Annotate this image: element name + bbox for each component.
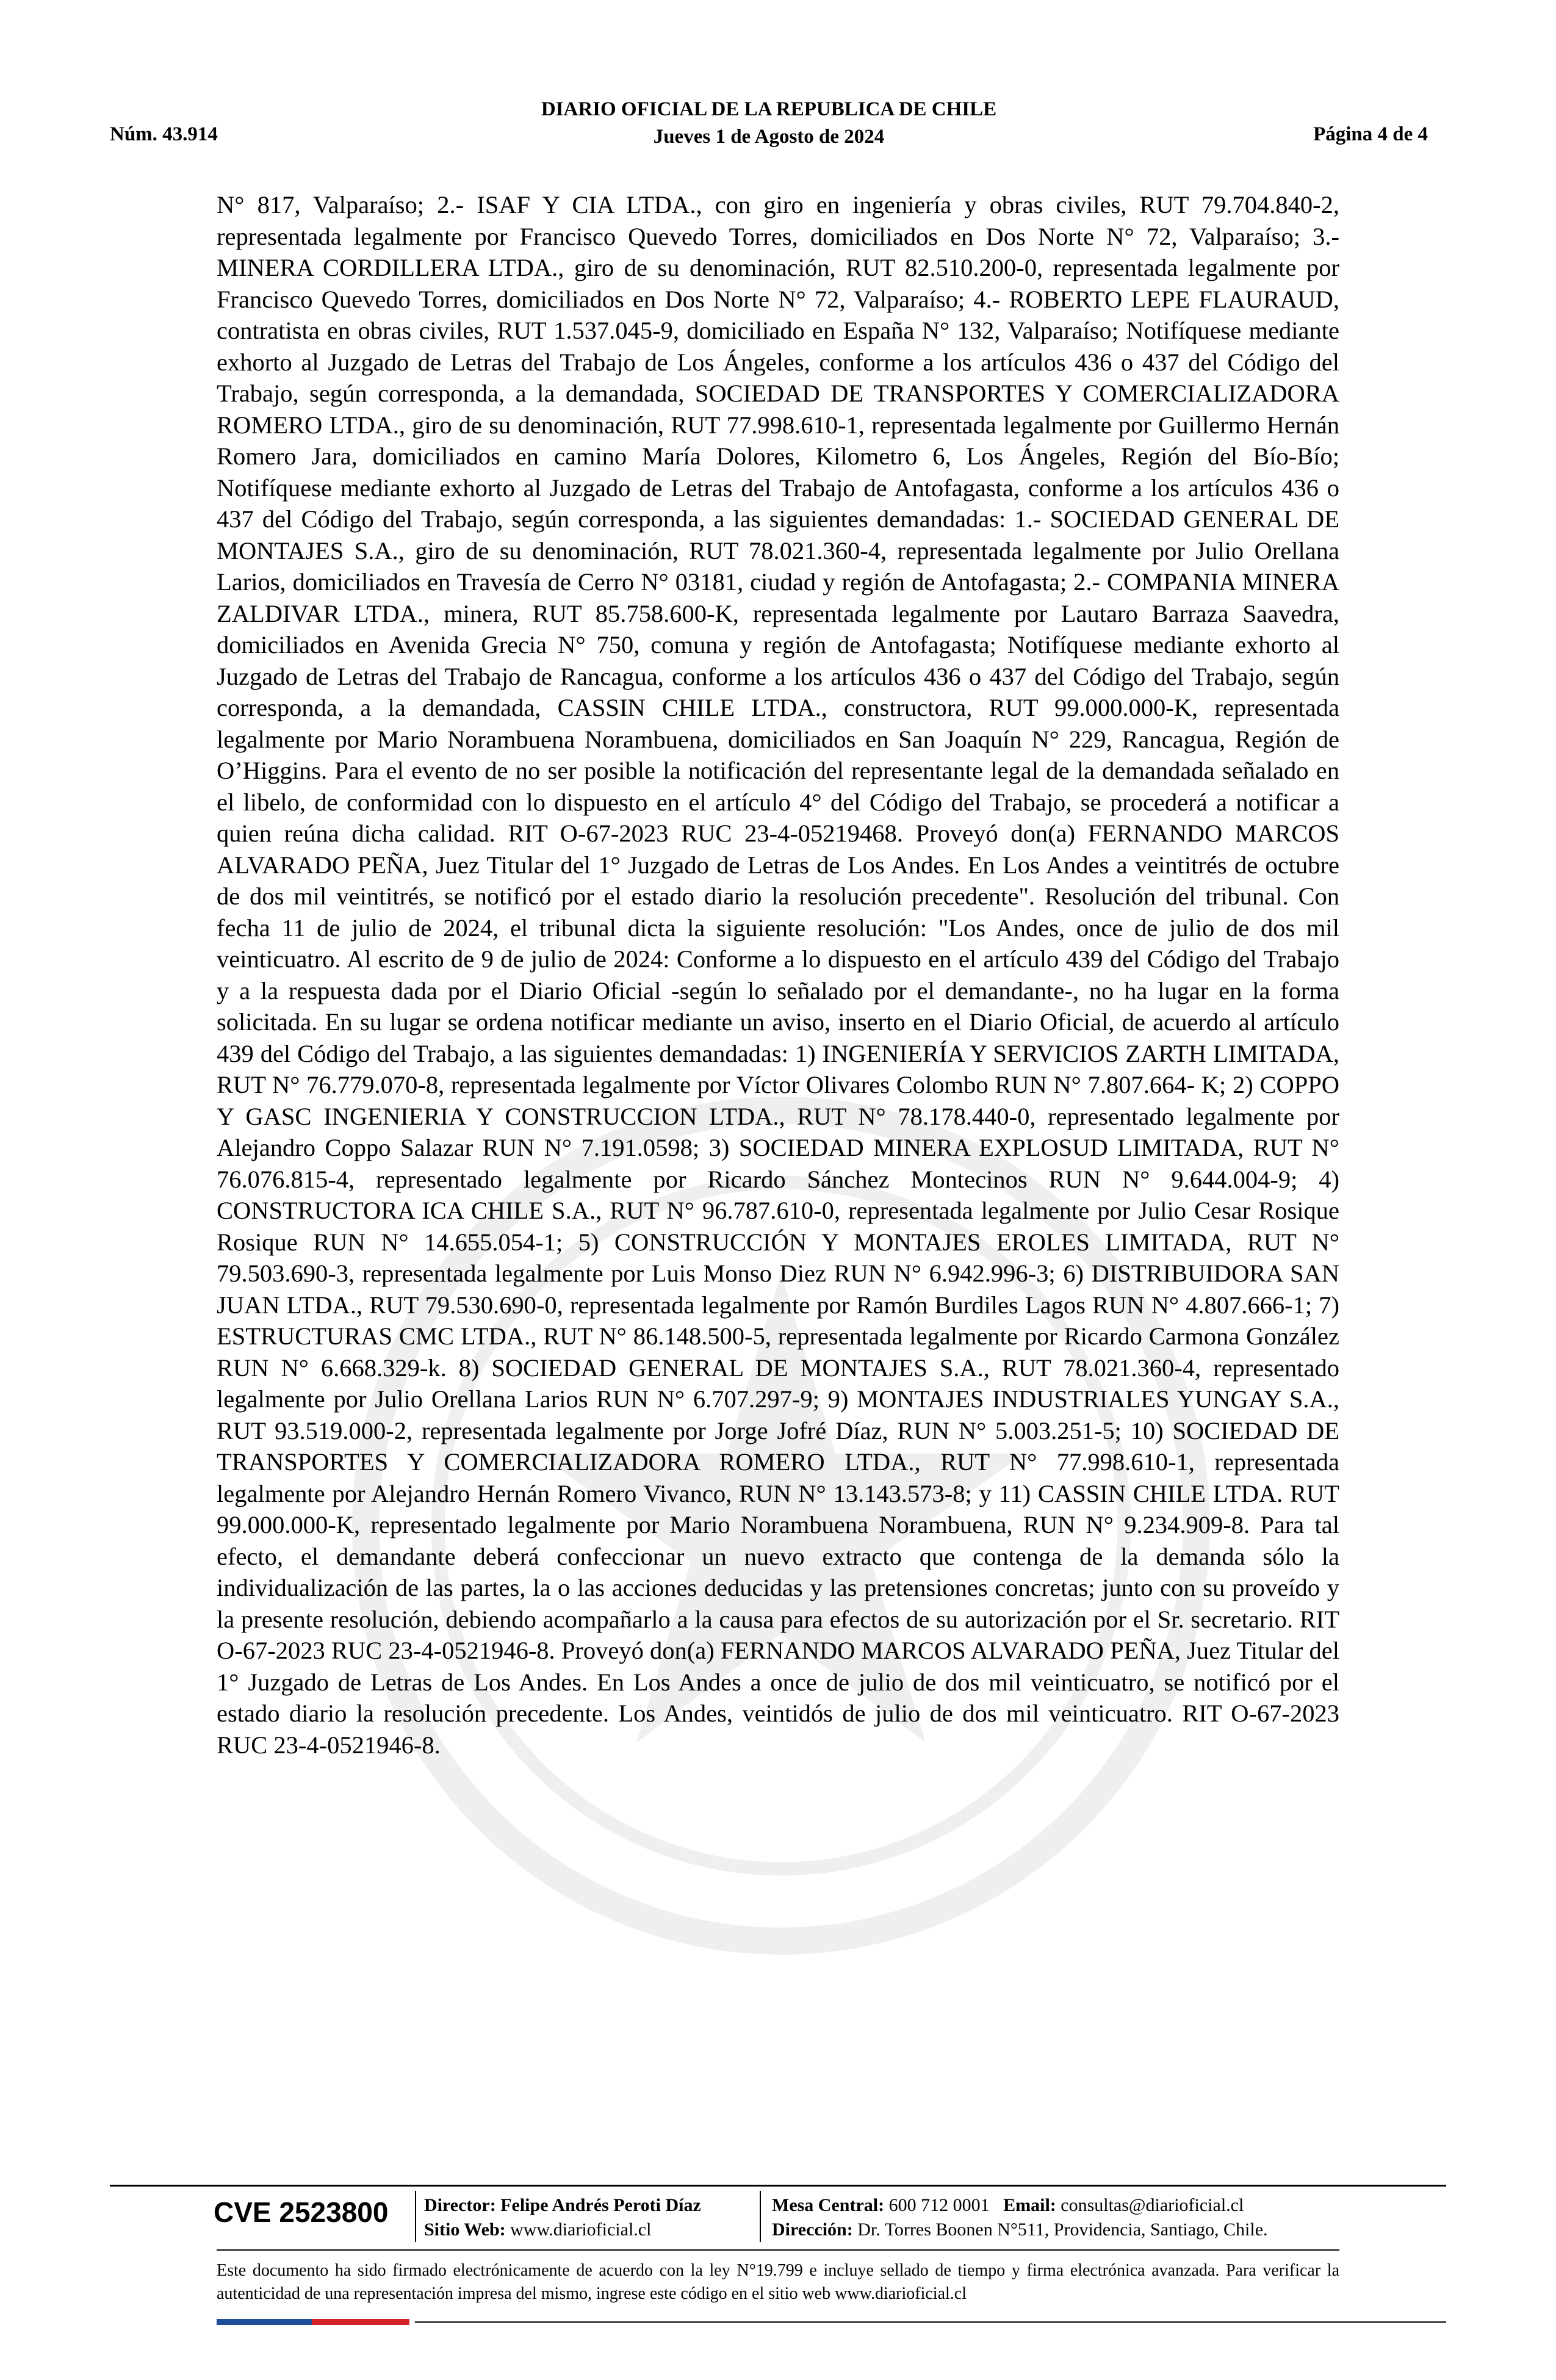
flag-red-stripe [312, 2319, 409, 2325]
footer-divider [217, 2249, 1339, 2251]
director-label: Director: [424, 2195, 496, 2215]
page-header [110, 93, 1428, 154]
footer-separator [760, 2191, 761, 2242]
footer-contact-right [772, 2193, 1268, 2242]
page-number: Página 4 de 4 [1313, 123, 1428, 145]
footer-contact-left [424, 2193, 701, 2242]
footer-divider-bottom [415, 2321, 1446, 2323]
signature-disclaimer: Este documento ha sido firmado electrónicamente de acuerdo con la ley N°19.799 e incluye sellado de tiempo y firma electrónica avanzada. Para verificar la autenticidad de una representación impresa del mismo, ingrese este código en el sitio web www.diarioficial.cl [217, 2261, 1339, 2303]
phone-value: 600 712 0001 [888, 2195, 990, 2215]
issue-number: Núm. 43.914 [110, 123, 218, 145]
director-name: Felipe Andrés Peroti Díaz [500, 2195, 701, 2215]
phone-label: Mesa Central: [772, 2195, 885, 2215]
publication-date: Jueves 1 de Agosto de 2024 [653, 126, 885, 148]
footer-info [214, 2191, 1373, 2246]
address-value: Dr. Torres Boonen N°511, Providencia, Santiago, Chile. [857, 2220, 1268, 2240]
notice-body-text: N° 817, Valparaíso; 2.- ISAF Y CIA LTDA., con giro en ingeniería y obras civiles, RUT 79.704.840-2, representada legalmente por Francisco Quevedo Torres, domiciliados en Dos Norte N° 72, Valparaíso; 3.- MINERA CORDILLERA LTDA., giro de su denominación, RUT 82.510.200-0, representada legalmente por Francisco Quevedo Torres, domiciliados en Dos Norte N° 72, Valparaíso; 4.- ROBERTO LEPE FLAURAUD, contratista en obras civiles, RUT 1.537.045-9, domiciliado en España N° 132, Valparaíso; Notifíquese mediante exhorto al Juzgado de Letras del Trabajo de Los Ángeles, conforme a los artículos 436 o 437 del Código del Trabajo, según corresponda, a la demandada, SOCIEDAD DE TRANSPORTES Y COMERCIALIZADORA ROMERO LTDA., giro de su denominación, RUT 77.998.610-1, representada legalmente por Guillermo Hernán Romero Jara, domiciliados en camino María Dolores, Kilometro 6, Los Ángeles, Región del Bío-Bío; Notifíquese mediante exhorto al Juzgado de Letras del Trabajo de Antofagasta, conforme a los artículos 436 o 437 del Código del Trabajo, según corresponda, a las siguientes demandadas: 1.- SOCIEDAD GENERAL DE MONTAJES S.A., giro de su denominación, RUT 78.021.360-4, representada legalmente por Julio Orellana Larios, domiciliados en Travesía de Cerro N° 03181, ciudad y región de Antofagasta; 2.- COMPANIA MINERA ZALDIVAR LTDA., minera, RUT 85.758.600-K, representada legalmente por Lautaro Barraza Saavedra, domiciliados en Avenida Grecia N° 750, comuna y región de Antofagasta; Notifíquese mediante exhorto al Juzgado de Letras del Trabajo de Rancagua, conforme a los artículos 436 o 437 del Código del Trabajo, según corresponda, a la demandada, CASSIN CHILE LTDA., constructora, RUT 99.000.000-K, representada legalmente por Mario Norambuena Norambuena, domiciliados en San Joaquín N° 229, Rancagua, Región de O’Higgins. Para el evento de no ser posible la notificación del representante legal de la demandada señalado en el libelo, de conformidad con lo dispuesto en el artículo 4° del Código del Trabajo, se procederá a notificar a quien reúna dicha calidad. RIT O-67-2023 RUC 23-4-05219468. Proveyó don(a) FERNANDO MARCOS ALVARADO PEÑA, Juez Titular del 1° Juzgado de Letras de Los Andes. En Los Andes a veintitrés de octubre de dos mil veintitrés, se notificó por el estado diario la resolución precedente". Resolución del tribunal. Con fecha 11 de julio de 2024, el tribunal dicta la siguiente resolución: "Los Andes, once de julio de dos mil veinticuatro. Al escrito de 9 de julio de 2024: Conforme a lo dispuesto en el artículo 439 del Código del Trabajo y a la respuesta dada por el Diario Oficial -según lo señalado por el demandante-, no ha lugar en la forma solicitada. En su lugar se ordena notificar mediante un aviso, inserto en el Diario Oficial, de acuerdo al artículo 439 del Código del Trabajo, a las siguientes demandadas: 1) INGENIERÍA Y SERVICIOS ZARTH LIMITADA, RUT N° 76.779.070-8, representada legalmente por Víctor Olivares Colombo RUN N° 7.807.664- K; 2) COPPO Y GASC INGENIERIA Y CONSTRUCCION LTDA., RUT N° 78.178.440-0, representado legalmente por Alejandro Coppo Salazar RUN N° 7.191.0598; 3) SOCIEDAD MINERA EXPLOSUD LIMITADA, RUT N° 76.076.815-4, representado legalmente por Ricardo Sánchez Montecinos RUN N° 9.644.004-9; 4) CONSTRUCTORA ICA CHILE S.A., RUT N° 96.787.610-0, representada legalmente por Julio Cesar Rosique Rosique RUN N° 14.655.054-1; 5) CONSTRUCCIÓN Y MONTAJES EROLES LIMITADA, RUT N° 79.503.690-3, representada legalmente por Luis Monso Diez RUN N° 6.942.996-3; 6) DISTRIBUIDORA SAN JUAN LTDA., RUT 79.530.690-0, representada legalmente por Ramón Burdiles Lagos RUN N° 4.807.666-1; 7) ESTRUCTURAS CMC LTDA., RUT N° 86.148.500-5, representada legalmente por Ricardo Carmona González RUN N° 6.668.329-k. 8) SOCIEDAD GENERAL DE MONTAJES S.A., RUT 78.021.360-4, representado legalmente por Julio Orellana Larios RUN N° 6.707.297-9; 9) MONTAJES INDUSTRIALES YUNGAY S.A., RUT 93.519.000-2, representada legalmente por Jorge Jofré Díaz, RUN N° 5.003.251-5; 10) SOCIEDAD DE TRANSPORTES Y COMERCIALIZADORA ROMERO LTDA., RUT N° 77.998.610-1, representada legalmente por Alejandro Hernán Romero Vivanco, RUN N° 13.143.573-8; y 11) CASSIN CHILE LTDA. RUT 99.000.000-K, representado legalmente por Mario Norambuena Norambuena, RUN N° 9.234.909-8. Para tal efecto, el demandante deberá confeccionar un nuevo extracto que contenga de la demanda sólo la individualización de las partes, la o las acciones deducidas y las pretensiones concretas; junto con su proveído y la presente resolución, debiendo acompañarlo a la causa para efectos de su autorización por el Sr. secretario. RIT O-67-2023 RUC 23-4-0521946-8. Proveyó don(a) FERNANDO MARCOS ALVARADO PEÑA, Juez Titular del 1° Juzgado de Letras de Los Andes. En Los Andes a once de julio de dos mil veinticuatro, se notificó por el estado diario la resolución precedente. Los Andes, veintidós de julio de dos mil veinticuatro. RIT O-67-2023 RUC 23-4-0521946-8. [217, 191, 1339, 1759]
publication-title: DIARIO OFICIAL DE LA REPUBLICA DE CHILE [541, 98, 997, 120]
email-link[interactable]: consultas@diarioficial.cl [1061, 2195, 1244, 2215]
site-label: Sitio Web: [424, 2220, 506, 2240]
cve-code: CVE 2523800 [214, 2196, 389, 2228]
flag-blue-stripe [217, 2319, 312, 2325]
footer-divider-top [110, 2185, 1446, 2187]
footer-separator [415, 2191, 416, 2242]
site-url-link[interactable]: www.diarioficial.cl [510, 2220, 652, 2240]
email-label: Email: [1003, 2195, 1056, 2215]
address-label: Dirección: [772, 2220, 853, 2240]
